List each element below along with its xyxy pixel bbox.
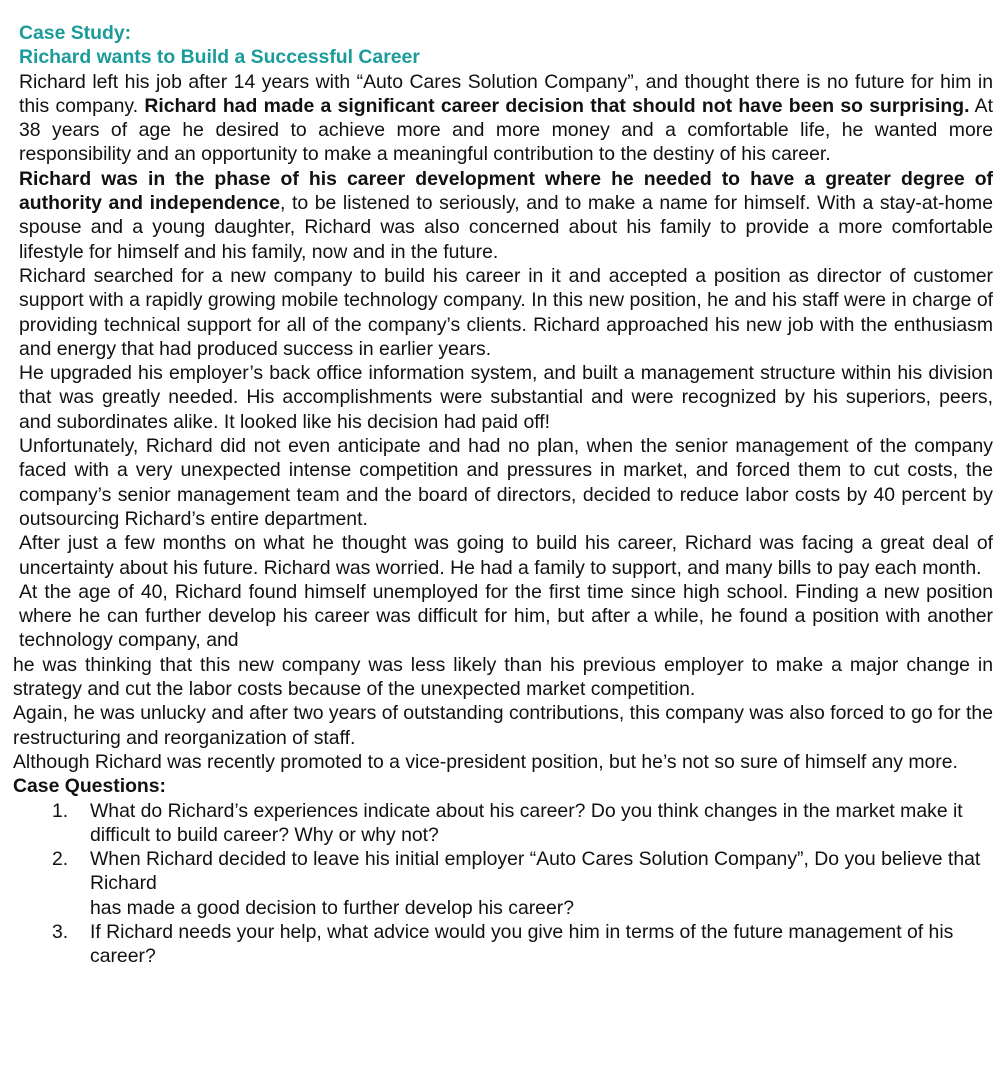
paragraph-2-text: , to be listened to seriously, and to make a name for himself. With a stay-at-home spouse and a young daughter, Richard was also concerned about his family to provide a more comfortable lifestyle for himself and his family, now and in the future. — [19, 192, 993, 263]
paragraph-10: Although Richard was recently promoted to a vice-president position, but he’s not so sure of himself any more. — [13, 750, 958, 773]
paragraph-2 — [19, 167, 993, 264]
paragraph-1 — [19, 70, 993, 167]
case-study-title: Richard wants to Build a Successful Career — [19, 46, 420, 69]
paragraph-1-bold: Richard had made a significant career decision that should not have been so surprising. — [144, 94, 970, 117]
question-number: 1. — [52, 799, 69, 822]
paragraph-6: After just a few months on what he thought was going to build his career, Richard was facing a great deal of uncertainty about his future. Richard was worried. He had a family to support, and many bills to pay each month. — [19, 532, 993, 579]
case-questions-heading: Case Questions: — [13, 775, 167, 798]
paragraph-8: he was thinking that this new company was less likely than his previous employer to make a major change in strategy and cut the labor costs because of the unexpected market competition. — [13, 653, 993, 701]
question-item — [0, 847, 993, 920]
paragraph-1-text-c: At 38 years of age he desired to achieve more and more money and a comfortable life, he wanted more responsibility and an opportunity to make a meaningful contribution to the destiny of his career. — [19, 94, 993, 166]
paragraph-9: Again, he was unlucky and after two years of outstanding contributions, this company was also forced to go for the restructuring and reorganization of staff. — [13, 702, 993, 749]
paragraph-1-text-a: Richard left his job after 14 years with “Auto Cares Solution Company”, and thought there is no future for him in this company. — [19, 70, 993, 117]
question-text: What do Richard’s experiences indicate about his career? Do you think changes in the market make it difficult to build career? Why or why not? — [90, 799, 963, 846]
paragraph-3: Richard searched for a new company to build his career in it and accepted a position as director of customer support with a rapidly growing mobile technology company. In this new position, he and his staff were in charge of providing technical support for all of the company’s clients. Richard approached his new job with the enthusiasm and energy that had produced success in earlier years. — [19, 264, 993, 360]
case-study-label: Case Study: — [19, 22, 132, 44]
question-text-continued: has made a good decision to further develop his career? — [90, 896, 574, 919]
question-item — [0, 799, 993, 848]
paragraph-5: Unfortunately, Richard did not even anticipate and had no plan, when the senior management of the company faced with a very unexpected intense competition and pressures in market, and forced them to cut costs, the company’s senior management team and the board of directors, decided to reduce labor costs by 40 percent by outsourcing Richard’s entire department. — [19, 435, 993, 530]
paragraph-4: He upgraded his employer’s back office information system, and built a management structure within his division that was greatly needed. His accomplishments were substantial and were recognized by his superiors, peers, and subordinates alike. It looked like his decision had paid off! — [19, 362, 993, 433]
paragraph-7: At the age of 40, Richard found himself unemployed for the first time since high school. Finding a new position where he can further develop his career was difficult for him, but after a while, he found a position with another technology company, and — [19, 580, 993, 652]
question-text: If Richard needs your help, what advice would you give him in terms of the future management of his career? — [90, 920, 954, 968]
question-number: 3. — [52, 920, 69, 943]
question-number: 2. — [52, 848, 69, 871]
paragraph-2-bold: Richard was in the phase of his career development where he needed to have a greater degree of authority and independence — [19, 167, 993, 215]
question-text: When Richard decided to leave his initial employer “Auto Cares Solution Company”, Do you believe that Richard — [90, 848, 981, 895]
questions-list — [0, 799, 993, 969]
question-item — [0, 920, 993, 969]
